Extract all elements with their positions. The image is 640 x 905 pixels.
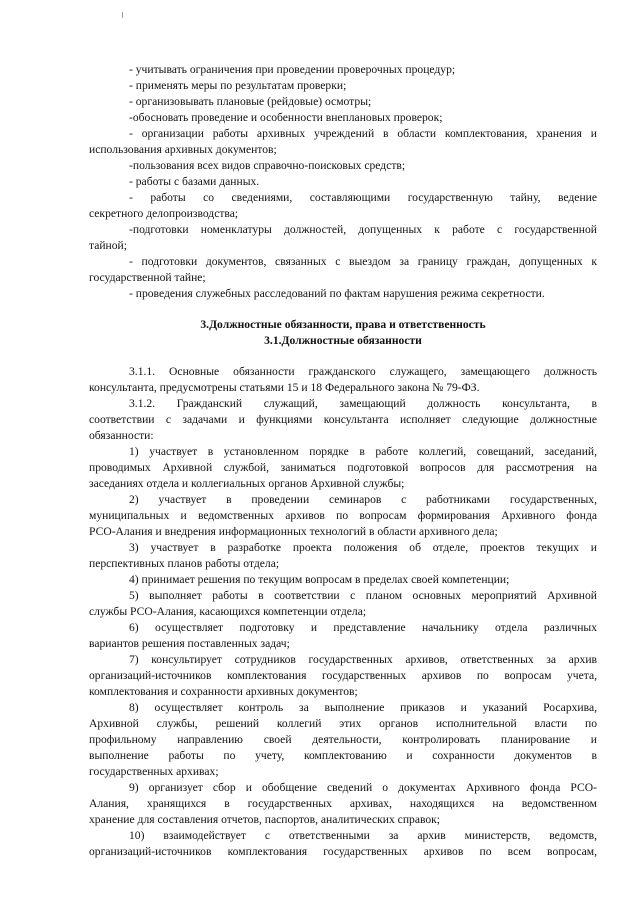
text-line: - проведения служебных расследований по фактам нарушения режима секретности. [129, 287, 545, 300]
text-line: 3) участвует в разработке проекта положения об отделе, проектов текущих и [129, 541, 597, 554]
text-line: - применять меры по результатам проверки; [129, 79, 347, 92]
text-line: Алания, хранящихся в государственных архивах, находящихся на ведомственном [89, 797, 597, 810]
section-heading: 3.Должностные обязанности, права и ответственность [200, 318, 486, 331]
text-line: -подготовки номенклатуры должностей, допущенных к работе с государственной [129, 223, 597, 236]
text-line: 8) осуществляет контроль за выполнение приказов и указаний Росархива, [129, 701, 597, 714]
text-line: обязанности: [89, 429, 154, 442]
text-line: 9) организует сбор и обобщение сведений о документах Архивного фонда РСО- [129, 781, 597, 794]
text-line: перспективных планов работы отдела; [89, 557, 280, 570]
text-line: 5) выполняет работы в соответствии с планом основных мероприятий Архивной [129, 589, 597, 602]
text-line: профильному направлению своей деятельности, контролировать планирование и [89, 733, 597, 746]
text-line: комплектования и сохранности архивных документов; [89, 685, 358, 698]
text-line: - работы с базами данных. [129, 175, 260, 188]
text-line: 3.1.2. Гражданский служащий, замещающий должность консультанта, в [129, 397, 597, 410]
text-line: 3.1.1. Основные обязанности гражданского служащего, замещающего должность [129, 365, 597, 378]
text-line: заседаниях отдела и коллегиальных органов Архивной службы; [89, 477, 405, 490]
text-line: РСО-Алания и внедрения информационных технологий в области архивного дела; [89, 525, 498, 538]
text-line: консультанта, предусмотрены статьями 15 и 18 Федерального закона № 79-ФЗ. [89, 381, 480, 394]
text-line: государственных архивах; [89, 765, 219, 778]
text-line: секретного делопроизводства; [89, 207, 239, 220]
text-line: государственной тайне; [89, 271, 206, 284]
text-line: 7) консультирует сотрудников государственных архивов, ответственных за архив [129, 653, 597, 666]
text-line: муниципальных и ведомственных архивов по вопросам формирования Архивного фонда [89, 509, 597, 522]
text-line: использования архивных документов; [89, 143, 277, 156]
text-line: хранение для составления отчетов, паспортов, аналитических справок; [89, 813, 441, 826]
text-line: Архивной службы, решений коллегий этих органов исполнительной власти по [89, 717, 597, 730]
text-line: вариантов решения поставленных задач; [89, 637, 290, 650]
text-line: -обосновать проведение и особенности внеплановых проверок; [129, 111, 443, 124]
text-line: - работы со сведениями, составляющими государственную тайну, ведение [129, 191, 597, 204]
text-line: - учитывать ограничения при проведении проверочных процедур; [129, 63, 456, 76]
text-line: 4) принимает решения по текущим вопросам в пределах своей компетенции; [129, 573, 510, 586]
text-line: 1) участвует в установленном порядке в работе коллегий, совещаний, заседаний, [129, 445, 597, 458]
text-line: проводимых Архивной службой, заниматься подготовкой вопросов для рассмотрения на [89, 461, 597, 474]
text-line: 6) осуществляет подготовку и представление начальнику отдела различных [129, 621, 597, 634]
text-line: - организации работы архивных учреждений в области комплектования, хранения и [129, 127, 597, 140]
text-line: организаций-источников комплектования государственных архивов по всем вопросам, [89, 845, 597, 858]
scan-mark [122, 12, 123, 18]
text-line: 10) взаимодействует с ответственными за архив министерств, ведомств, [129, 829, 597, 842]
text-line: - подготовки документов, связанных с выездом за границу граждан, допущенных к [129, 255, 597, 268]
text-line: 2) участвует в проведении семинаров с работниками государственных, [129, 493, 597, 506]
text-line: организаций-источников комплектования государственных архивов по вопросам учета, [89, 669, 597, 682]
text-line: службы РСО-Алания, касающихся компетенции отдела; [89, 605, 367, 618]
text-line: соответствии с задачами и функциями консультанта исполняет следующие должностные [89, 413, 597, 426]
subsection-heading: 3.1.Должностные обязанности [264, 334, 422, 347]
text-line: тайной; [89, 239, 127, 252]
text-line: выполнение работы по учету, комплектованию и сохранности документов в [89, 749, 597, 762]
text-line: - организовывать плановые (рейдовые) осмотры; [129, 95, 372, 108]
text-line: -пользования всех видов справочно-поисковых средств; [129, 159, 406, 172]
